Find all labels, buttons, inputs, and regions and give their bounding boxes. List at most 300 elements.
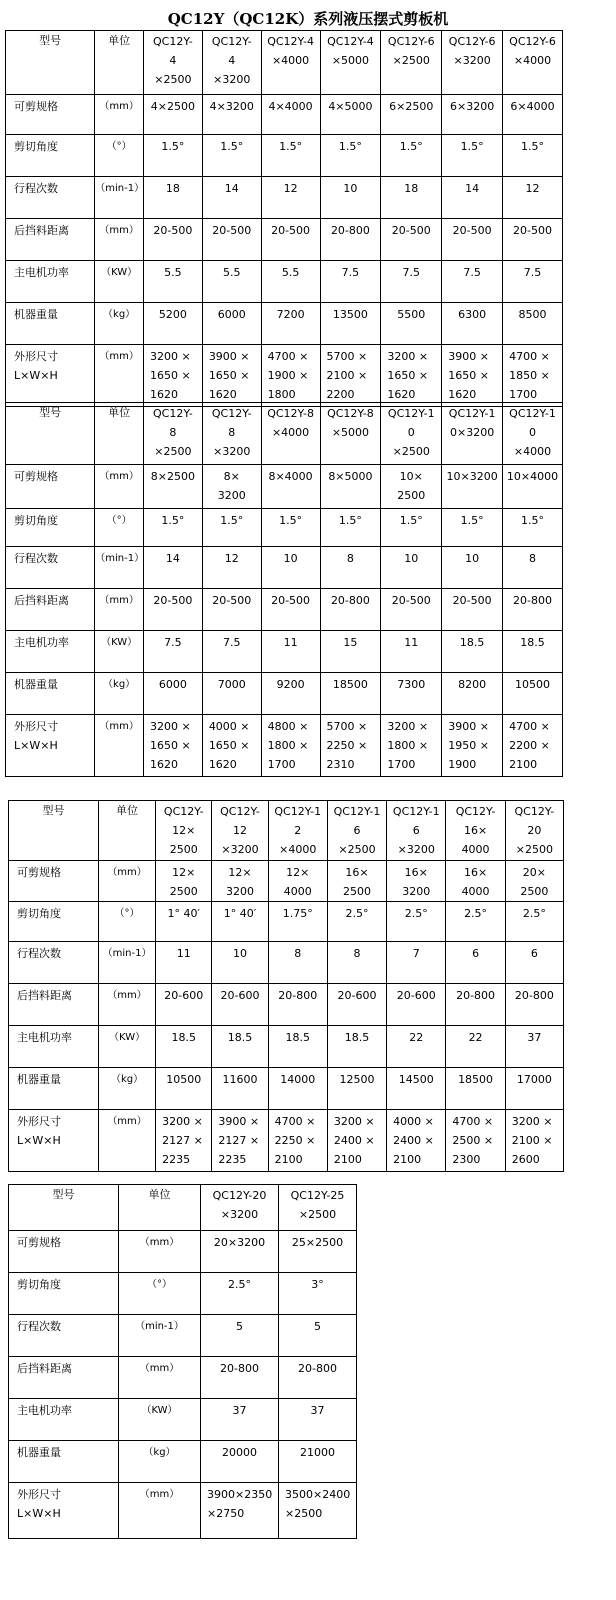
row-label: 行程次数: [9, 942, 99, 984]
cell-line: 8: [228, 426, 236, 439]
table-row: [6, 465, 563, 509]
value-cell: 18500: [446, 1068, 505, 1110]
unit-cell: （°）: [95, 509, 144, 547]
cell-line: QC12Y-1: [448, 407, 496, 420]
value-cell: 20-500: [143, 219, 202, 261]
table-row: [9, 902, 564, 942]
value-cell: [202, 715, 261, 777]
unit-header: 单位: [95, 403, 144, 465]
value-cell: 14000: [268, 1068, 327, 1110]
cell-line: 1650 ×: [448, 369, 489, 382]
cell-line: 3200: [402, 885, 431, 898]
label-line: 外形尺寸: [17, 1115, 61, 1128]
label-line: 外形尺寸: [14, 350, 58, 363]
cell-line: ×3200: [453, 54, 491, 67]
value-cell: [143, 465, 202, 509]
row-label: 主电机功率: [6, 261, 95, 303]
unit-cell: （kg）: [119, 1441, 201, 1483]
row-label: 行程次数: [6, 547, 95, 589]
label-line: 外形尺寸: [14, 720, 58, 733]
value-cell: 7.5: [381, 261, 442, 303]
model-cell: [202, 31, 261, 95]
cell-line: 3900 ×: [448, 350, 489, 363]
cell-line: 16×: [404, 866, 428, 879]
value-cell: 13500: [320, 303, 381, 345]
value-cell: 20-500: [442, 219, 503, 261]
model-cell: [381, 403, 442, 465]
value-cell: 10: [261, 547, 320, 589]
table-row: [9, 1068, 564, 1110]
row-label: 剪切角度: [6, 135, 95, 177]
value-cell: 20-500: [202, 589, 261, 631]
row-label: 型号: [6, 403, 95, 465]
value-cell: [202, 95, 261, 135]
cell-line: QC12Y-: [163, 805, 204, 818]
row-label: 后挡料距离: [6, 219, 95, 261]
unit-cell: （KW）: [95, 261, 144, 303]
cell-line: 1900: [448, 758, 477, 771]
value-cell: [268, 1110, 327, 1172]
model-cell: [387, 801, 446, 861]
cell-line: 2100 ×: [511, 1134, 553, 1147]
cell-line: ×2500: [154, 73, 192, 86]
value-cell: 12500: [327, 1068, 386, 1110]
cell-line: 3200 ×: [333, 1115, 375, 1128]
cell-line: QC12Y-8: [267, 407, 314, 420]
cell-line: 2100: [509, 758, 538, 771]
value-cell: [201, 1231, 279, 1273]
value-cell: [156, 861, 212, 902]
value-cell: 6: [446, 942, 505, 984]
value-cell: 1.5°: [381, 135, 442, 177]
value-cell: 1.5°: [320, 509, 381, 547]
cell-line: 3200 ×: [162, 1115, 203, 1128]
row-label: 行程次数: [9, 1315, 119, 1357]
cell-line: ×2750: [207, 1507, 245, 1520]
cell-line: QC12Y-1: [387, 407, 435, 420]
row-label: 剪切角度: [9, 1273, 119, 1315]
model-cell: [503, 403, 563, 465]
cell-line: 16×: [463, 866, 488, 879]
value-cell: 1.5°: [503, 509, 563, 547]
value-cell: 2.5°: [201, 1273, 279, 1315]
value-cell: 20-500: [261, 219, 320, 261]
cell-line: 25×2500: [291, 1236, 344, 1249]
model-cell: [143, 403, 202, 465]
table-row: [6, 95, 563, 135]
value-cell: 1.5°: [143, 509, 202, 547]
value-cell: 20-500: [503, 219, 563, 261]
cell-line: 2310: [326, 758, 355, 771]
model-cell: [505, 801, 563, 861]
cell-line: QC12Y-1: [509, 407, 556, 420]
cell-line: 2127 ×: [162, 1134, 203, 1147]
row-label: 后挡料距离: [6, 589, 95, 631]
cell-line: 3200 ×: [149, 720, 191, 733]
cell-line: 6×3200: [450, 100, 495, 113]
table-row: [6, 631, 563, 673]
cell-line: 0: [407, 426, 415, 439]
cell-line: 1900 ×: [267, 369, 309, 382]
cell-line: 2100 ×: [326, 369, 368, 382]
value-cell: 10: [442, 547, 503, 589]
value-cell: 7.5: [202, 631, 261, 673]
unit-cell: （mm）: [95, 95, 144, 135]
unit-cell: （kg）: [98, 1068, 155, 1110]
row-label: [6, 345, 95, 407]
value-cell: [327, 1110, 386, 1172]
cell-line: 2100: [393, 1153, 422, 1166]
value-cell: [261, 465, 320, 509]
cell-line: 4000: [461, 885, 490, 898]
cell-line: 2: [294, 824, 302, 837]
model-cell: [261, 403, 320, 465]
cell-line: 4700 ×: [509, 720, 550, 733]
cell-line: 1620: [149, 758, 178, 771]
cell-line: 4: [169, 54, 177, 67]
spec-table-3: [8, 800, 564, 1172]
row-label: 机器重量: [6, 303, 95, 345]
cell-line: 2500: [169, 885, 198, 898]
cell-line: QC12Y-8: [327, 407, 374, 420]
unit-cell: （kg）: [95, 673, 144, 715]
cell-line: 2200 ×: [509, 739, 550, 752]
cell-line: 8×2500: [150, 470, 195, 483]
cell-line: 8×: [223, 470, 240, 483]
value-cell: 2.5°: [327, 902, 386, 942]
value-cell: 9200: [261, 673, 320, 715]
value-cell: 22: [446, 1026, 505, 1068]
cell-line: ×4000: [279, 843, 317, 856]
value-cell: 1.75°: [268, 902, 327, 942]
label-line: L×W×H: [17, 1507, 61, 1520]
cell-line: 8×4000: [268, 470, 313, 483]
unit-cell: （mm）: [95, 715, 144, 777]
value-cell: [387, 861, 446, 902]
cell-line: 3900 ×: [448, 720, 489, 733]
row-label: 后挡料距离: [9, 1357, 119, 1399]
cell-line: 2400 ×: [393, 1134, 434, 1147]
table-row: [9, 984, 564, 1026]
value-cell: 1.5°: [261, 509, 320, 547]
value-cell: 7200: [261, 303, 320, 345]
value-cell: 2.5°: [446, 902, 505, 942]
table-row: [9, 942, 564, 984]
value-cell: [442, 345, 503, 407]
cell-line: 16×: [345, 866, 369, 879]
table-row: [6, 547, 563, 589]
value-cell: 8200: [442, 673, 503, 715]
value-cell: [503, 95, 563, 135]
value-cell: 8500: [503, 303, 563, 345]
value-cell: 37: [505, 1026, 563, 1068]
cell-line: 1700: [509, 388, 538, 401]
label-line: L×W×H: [17, 1134, 61, 1147]
cell-line: 2100: [333, 1153, 362, 1166]
cell-line: 1620: [387, 388, 416, 401]
value-cell: [143, 95, 202, 135]
cell-line: QC12Y-: [514, 805, 555, 818]
cell-line: 8×5000: [328, 470, 373, 483]
value-cell: [446, 861, 505, 902]
value-cell: [503, 345, 563, 407]
cell-line: 4: [228, 54, 236, 67]
value-cell: [268, 861, 327, 902]
table-row: [6, 219, 563, 261]
cell-line: QC12Y-: [153, 35, 193, 48]
cell-line: ×3200: [221, 843, 259, 856]
value-cell: 18: [381, 177, 442, 219]
unit-cell: （mm）: [119, 1357, 201, 1399]
value-cell: 1.5°: [143, 135, 202, 177]
row-label: 后挡料距离: [9, 984, 99, 1026]
value-cell: [442, 95, 503, 135]
value-cell: 7.5: [503, 261, 563, 303]
table-row: [6, 673, 563, 715]
unit-cell: （mm）: [95, 589, 144, 631]
table-row: [9, 1185, 357, 1231]
cell-line: 20×: [522, 866, 546, 879]
value-cell: 18.5: [327, 1026, 386, 1068]
value-cell: [381, 715, 442, 777]
value-cell: 8: [320, 547, 381, 589]
cell-line: 2235: [162, 1153, 191, 1166]
value-cell: [156, 1110, 212, 1172]
cell-line: 4700 ×: [509, 350, 550, 363]
model-cell: [212, 801, 268, 861]
value-cell: [327, 861, 386, 902]
value-cell: 11: [381, 631, 442, 673]
value-cell: 3°: [279, 1273, 357, 1315]
value-cell: 20-800: [503, 589, 563, 631]
table-row: [9, 861, 564, 902]
unit-cell: （mm）: [95, 465, 144, 509]
cell-line: ×2500: [515, 843, 553, 856]
value-cell: 20-800: [279, 1357, 357, 1399]
value-cell: 7000: [202, 673, 261, 715]
value-cell: 18.5: [156, 1026, 212, 1068]
cell-line: 4000: [283, 885, 312, 898]
value-cell: 5.5: [143, 261, 202, 303]
table-row: [9, 1026, 564, 1068]
row-label: [9, 1483, 119, 1539]
value-cell: 1.5°: [202, 509, 261, 547]
value-cell: 2.5°: [505, 902, 563, 942]
cell-line: 6: [412, 824, 420, 837]
model-cell: [279, 1185, 357, 1231]
page-title: QC12Y（QC12K）系列液压摆式剪板机: [167, 10, 449, 28]
table-row: [6, 303, 563, 345]
model-cell: [156, 801, 212, 861]
value-cell: 20-600: [387, 984, 446, 1026]
value-cell: [320, 465, 381, 509]
unit-cell: （KW）: [95, 631, 144, 673]
cell-line: 1620: [149, 388, 178, 401]
row-label: 可剪规格: [6, 95, 95, 135]
value-cell: 7.5: [442, 261, 503, 303]
value-cell: [320, 95, 381, 135]
model-cell: [446, 801, 505, 861]
cell-line: 1700: [387, 758, 416, 771]
cell-line: QC12Y-: [455, 805, 496, 818]
cell-line: ×3200: [397, 843, 435, 856]
table-row: [6, 261, 563, 303]
cell-line: 6: [353, 824, 361, 837]
model-cell: [442, 403, 503, 465]
cell-line: 10×: [399, 470, 423, 483]
cell-line: ×3200: [220, 1208, 259, 1221]
label-line: 外形尺寸: [17, 1488, 61, 1501]
cell-line: 4×4000: [268, 100, 313, 113]
unit-cell: （min-1）: [95, 177, 144, 219]
value-cell: 20-500: [202, 219, 261, 261]
cell-line: 1850 ×: [509, 369, 550, 382]
value-cell: 20-500: [261, 589, 320, 631]
cell-line: ×3200: [213, 73, 251, 86]
value-cell: 20-800: [505, 984, 563, 1026]
value-cell: 1.5°: [503, 135, 563, 177]
unit-cell: （min-1）: [95, 547, 144, 589]
value-cell: [261, 345, 320, 407]
value-cell: 10: [381, 547, 442, 589]
cell-line: 8: [169, 426, 177, 439]
value-cell: 6300: [442, 303, 503, 345]
cell-line: 3200 ×: [511, 1115, 553, 1128]
model-cell: [320, 31, 381, 95]
cell-line: QC12Y-6: [448, 35, 496, 48]
value-cell: 20-800: [320, 219, 381, 261]
cell-line: 12×: [228, 866, 252, 879]
value-cell: 15: [320, 631, 381, 673]
value-cell: [202, 465, 261, 509]
value-cell: 20-800: [268, 984, 327, 1026]
table-row: [9, 1357, 357, 1399]
value-cell: 22: [387, 1026, 446, 1068]
value-cell: 11: [156, 942, 212, 984]
unit-cell: （mm）: [98, 861, 155, 902]
cell-line: 4×3200: [209, 100, 254, 113]
value-cell: 20-800: [320, 589, 381, 631]
value-cell: 17000: [505, 1068, 563, 1110]
value-cell: 37: [279, 1399, 357, 1441]
value-cell: [442, 715, 503, 777]
model-cell: [327, 801, 386, 861]
unit-cell: （kg）: [95, 303, 144, 345]
table-row: [6, 509, 563, 547]
cell-line: 3900 ×: [208, 350, 250, 363]
value-cell: 8: [268, 942, 327, 984]
cell-line: ×4000: [513, 54, 552, 67]
cell-line: 2200: [326, 388, 355, 401]
spec-table-4: [8, 1184, 357, 1539]
cell-line: QC12Y-1: [392, 805, 440, 818]
value-cell: 5.5: [202, 261, 261, 303]
cell-line: ×4000: [513, 445, 552, 458]
cell-line: QC12Y-6: [509, 35, 556, 48]
value-cell: 14: [143, 547, 202, 589]
cell-line: QC12Y-4: [267, 35, 314, 48]
cell-line: 4800 ×: [267, 720, 309, 733]
table-row: [9, 1399, 357, 1441]
cell-line: 2600: [511, 1153, 540, 1166]
row-label: [9, 1110, 99, 1172]
cell-line: 1620: [208, 388, 237, 401]
value-cell: 12: [202, 547, 261, 589]
cell-line: 2500: [520, 885, 549, 898]
value-cell: [505, 861, 563, 902]
value-cell: 5: [201, 1315, 279, 1357]
cell-line: 12: [232, 824, 247, 837]
row-label: 可剪规格: [9, 1231, 119, 1273]
cell-line: 2127 ×: [218, 1134, 260, 1147]
row-label: 行程次数: [6, 177, 95, 219]
value-cell: 18500: [320, 673, 381, 715]
value-cell: 18.5: [212, 1026, 268, 1068]
cell-line: 4000 ×: [393, 1115, 434, 1128]
cell-line: 1650 ×: [208, 369, 250, 382]
row-label: 主电机功率: [9, 1026, 99, 1068]
cell-line: 1650 ×: [387, 369, 429, 382]
cell-line: 3200: [217, 489, 246, 502]
value-cell: 5.5: [261, 261, 320, 303]
table-row: [9, 1483, 357, 1539]
row-label: 型号: [9, 801, 99, 861]
value-cell: 14: [202, 177, 261, 219]
cell-line: 0: [529, 426, 537, 439]
cell-line: 6×2500: [389, 100, 434, 113]
cell-line: 2235: [218, 1153, 247, 1166]
value-cell: [503, 465, 563, 509]
cell-line: 3500×2400: [285, 1488, 351, 1501]
cell-line: 4×2500: [150, 100, 195, 113]
row-label: 型号: [6, 31, 95, 95]
value-cell: 8: [503, 547, 563, 589]
cell-line: 12×: [172, 866, 196, 879]
value-cell: [387, 1110, 446, 1172]
value-cell: 37: [201, 1399, 279, 1441]
model-cell: [268, 801, 327, 861]
cell-line: 3200: [225, 885, 254, 898]
cell-line: 1620: [448, 388, 477, 401]
row-label: 可剪规格: [9, 861, 99, 902]
value-cell: 6000: [143, 673, 202, 715]
table-row: [9, 1231, 357, 1273]
value-cell: 7.5: [320, 261, 381, 303]
value-cell: 20-600: [212, 984, 268, 1026]
cell-line: QC12Y-: [211, 407, 252, 420]
cell-line: 5700 ×: [326, 720, 368, 733]
value-cell: 1.5°: [381, 509, 442, 547]
cell-line: 2300: [452, 1153, 481, 1166]
cell-line: ×5000: [331, 54, 370, 67]
value-cell: [381, 95, 442, 135]
value-cell: [261, 95, 320, 135]
value-cell: 20-500: [381, 589, 442, 631]
value-cell: 10500: [156, 1068, 212, 1110]
cell-line: 4000 ×: [208, 720, 250, 733]
value-cell: 1° 40′: [156, 902, 212, 942]
table-row: [9, 801, 564, 861]
cell-line: 0×3200: [450, 426, 495, 439]
value-cell: [446, 1110, 505, 1172]
cell-line: 2400 ×: [333, 1134, 375, 1147]
cell-line: 10×3200: [446, 470, 498, 483]
cell-line: 1800: [267, 388, 296, 401]
cell-line: 5700 ×: [326, 350, 368, 363]
model-cell: [503, 31, 563, 95]
value-cell: 6000: [202, 303, 261, 345]
value-cell: [279, 1231, 357, 1273]
